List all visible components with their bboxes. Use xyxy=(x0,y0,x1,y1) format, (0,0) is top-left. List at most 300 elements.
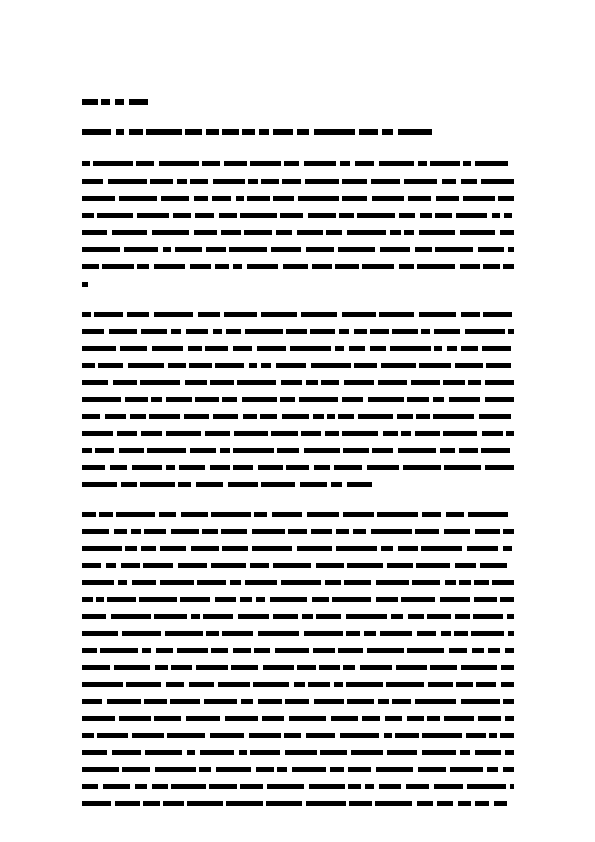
text-word xyxy=(206,247,226,252)
text-word xyxy=(256,767,274,772)
text-word xyxy=(286,329,307,334)
text-word xyxy=(206,129,219,135)
text-word xyxy=(202,529,218,534)
text-word xyxy=(346,682,383,687)
text-word xyxy=(149,414,180,419)
text-word xyxy=(503,767,514,772)
text-word xyxy=(492,580,514,585)
text-word xyxy=(440,448,455,453)
text-word xyxy=(355,161,374,166)
text-word xyxy=(141,329,167,334)
text-word xyxy=(234,431,268,436)
text-word xyxy=(152,784,168,789)
text-line xyxy=(82,228,514,237)
text-line xyxy=(82,194,514,203)
text-word xyxy=(485,397,514,402)
text-word xyxy=(422,750,456,755)
text-word xyxy=(505,750,514,755)
text-word xyxy=(96,597,104,602)
text-word xyxy=(170,699,200,704)
text-line xyxy=(82,480,514,489)
text-word xyxy=(471,631,504,636)
text-word xyxy=(215,597,236,602)
text-word xyxy=(103,784,130,789)
text-line xyxy=(82,245,514,254)
text-word xyxy=(82,431,113,436)
text-word xyxy=(122,631,161,636)
text-word xyxy=(482,346,511,351)
text-word xyxy=(125,546,137,551)
text-word xyxy=(258,699,282,704)
text-line xyxy=(82,395,514,404)
text-word xyxy=(210,380,234,385)
text-word xyxy=(152,230,189,235)
text-word xyxy=(346,631,360,636)
text-word xyxy=(380,631,412,636)
text-word xyxy=(404,230,414,235)
text-word xyxy=(386,682,424,687)
text-word xyxy=(368,397,404,402)
text-word xyxy=(403,465,441,470)
text-word xyxy=(297,665,316,670)
text-word xyxy=(187,801,223,806)
text-word xyxy=(398,448,436,453)
text-word xyxy=(198,312,220,317)
text-word xyxy=(197,580,226,585)
text-word xyxy=(415,431,440,436)
text-line xyxy=(82,544,514,553)
text-word xyxy=(181,512,208,517)
text-word xyxy=(455,563,476,568)
text-word xyxy=(456,682,473,687)
text-word xyxy=(433,397,444,402)
text-word xyxy=(213,329,222,334)
text-word xyxy=(180,597,210,602)
text-word xyxy=(111,614,151,619)
text-word xyxy=(473,614,503,619)
text-word xyxy=(154,312,193,317)
text-word xyxy=(314,129,355,135)
text-word xyxy=(82,648,97,653)
text-word xyxy=(398,129,432,135)
text-word xyxy=(271,247,301,252)
text-word xyxy=(417,264,455,269)
text-word xyxy=(171,784,206,789)
text-word xyxy=(147,448,186,453)
text-word xyxy=(382,129,393,135)
text-word xyxy=(93,161,133,166)
text-word xyxy=(475,801,489,806)
text-word xyxy=(476,682,496,687)
text-word xyxy=(280,213,303,218)
text-word xyxy=(82,529,109,534)
text-word xyxy=(121,563,140,568)
text-word xyxy=(168,363,186,368)
text-word xyxy=(161,196,189,201)
text-word xyxy=(362,716,380,721)
text-word xyxy=(359,129,378,135)
text-word xyxy=(305,179,339,184)
text-word xyxy=(135,784,147,789)
text-word xyxy=(396,665,427,670)
text-word xyxy=(216,767,251,772)
text-word xyxy=(416,414,430,419)
text-word xyxy=(194,196,208,201)
text-word xyxy=(129,129,143,135)
text-word xyxy=(503,546,512,551)
text-word xyxy=(283,264,308,269)
text-word xyxy=(226,801,263,806)
text-word xyxy=(304,161,336,166)
text-word xyxy=(304,448,340,453)
text-word xyxy=(461,665,497,670)
text-word xyxy=(210,465,230,470)
text-line xyxy=(82,612,514,621)
text-word xyxy=(212,196,231,201)
text-word xyxy=(211,648,228,653)
text-word xyxy=(225,716,258,721)
text-line xyxy=(82,344,514,353)
text-word xyxy=(348,767,371,772)
text-word xyxy=(258,465,283,470)
text-word xyxy=(275,648,309,653)
text-word xyxy=(151,397,162,402)
text-word xyxy=(459,580,471,585)
text-line xyxy=(82,510,514,519)
text-word xyxy=(411,380,440,385)
text-word xyxy=(421,329,430,334)
text-word xyxy=(443,431,477,436)
text-word xyxy=(190,179,208,184)
text-word xyxy=(82,264,99,269)
text-word xyxy=(500,230,514,235)
text-line xyxy=(82,680,514,689)
text-word xyxy=(306,801,346,806)
text-word xyxy=(399,264,414,269)
text-word xyxy=(82,161,90,166)
text-word xyxy=(82,733,94,738)
text-word xyxy=(312,264,332,269)
text-word xyxy=(316,563,344,568)
text-word xyxy=(228,482,258,487)
text-word xyxy=(82,716,115,721)
text-word xyxy=(331,716,358,721)
text-word xyxy=(252,529,285,534)
text-word xyxy=(286,465,309,470)
text-word xyxy=(404,179,437,184)
text-word xyxy=(468,512,508,517)
text-word xyxy=(179,465,205,470)
text-word xyxy=(379,161,414,166)
text-word xyxy=(487,767,498,772)
text-word xyxy=(387,750,417,755)
text-word xyxy=(379,312,414,317)
text-word xyxy=(510,784,514,789)
text-word xyxy=(507,614,514,619)
text-word xyxy=(195,213,214,218)
text-word xyxy=(312,597,329,602)
text-word xyxy=(159,161,199,166)
text-word xyxy=(339,329,349,334)
text-word xyxy=(455,614,470,619)
text-word xyxy=(461,346,478,351)
text-word xyxy=(259,129,269,135)
text-word xyxy=(354,329,367,334)
text-word xyxy=(125,397,148,402)
text-word xyxy=(508,247,514,252)
text-line xyxy=(82,765,514,774)
text-word xyxy=(196,665,228,670)
text-word xyxy=(221,230,241,235)
text-word xyxy=(82,346,116,351)
text-word xyxy=(82,784,98,789)
text-word xyxy=(302,614,313,619)
text-word xyxy=(171,329,181,334)
text-word xyxy=(119,448,144,453)
text-word xyxy=(505,648,514,653)
text-word xyxy=(334,682,343,687)
text-word xyxy=(101,99,110,105)
text-word xyxy=(236,196,244,201)
text-word xyxy=(166,431,201,436)
text-line xyxy=(82,327,514,336)
text-word xyxy=(504,213,512,218)
text-word xyxy=(184,414,209,419)
text-word xyxy=(215,363,244,368)
text-word xyxy=(233,264,242,269)
text-line xyxy=(82,731,514,740)
text-word xyxy=(415,247,432,252)
text-word xyxy=(343,665,355,670)
text-word xyxy=(115,801,140,806)
text-word xyxy=(351,750,383,755)
text-word xyxy=(461,699,500,704)
text-word xyxy=(505,716,514,721)
text-word xyxy=(311,363,351,368)
text-word xyxy=(154,716,181,721)
text-word xyxy=(222,631,253,636)
text-word xyxy=(195,397,219,402)
text-word xyxy=(449,648,467,653)
text-word xyxy=(430,161,460,166)
text-word xyxy=(143,801,160,806)
text-word xyxy=(82,580,114,585)
text-word xyxy=(137,264,149,269)
text-word xyxy=(285,699,309,704)
text-word xyxy=(213,179,245,184)
text-word xyxy=(485,465,514,470)
text-word xyxy=(165,631,203,636)
text-word xyxy=(304,631,343,636)
text-word xyxy=(456,213,487,218)
text-word xyxy=(126,682,161,687)
text-word xyxy=(144,529,166,534)
text-word xyxy=(242,129,255,135)
text-word xyxy=(166,465,175,470)
text-word xyxy=(156,648,173,653)
text-word xyxy=(99,512,113,517)
text-line xyxy=(82,310,514,319)
text-word xyxy=(186,329,208,334)
text-word xyxy=(383,431,398,436)
text-word xyxy=(213,414,238,419)
text-word xyxy=(390,230,401,235)
text-word xyxy=(281,580,321,585)
text-word xyxy=(112,750,141,755)
text-word xyxy=(446,512,464,517)
text-line xyxy=(82,177,514,186)
text-word xyxy=(433,414,474,419)
text-word xyxy=(155,767,196,772)
text-word xyxy=(459,448,478,453)
text-word xyxy=(442,179,456,184)
text-word xyxy=(483,312,512,317)
text-word xyxy=(342,431,378,436)
text-word xyxy=(82,397,121,402)
text-word xyxy=(342,312,376,317)
text-word xyxy=(441,631,451,636)
text-word xyxy=(160,580,194,585)
text-word xyxy=(250,750,280,755)
text-word xyxy=(372,196,404,201)
text-word xyxy=(261,482,295,487)
text-word xyxy=(436,196,459,201)
text-word xyxy=(82,213,94,218)
text-word xyxy=(371,529,412,534)
text-word xyxy=(185,380,207,385)
text-word xyxy=(478,247,504,252)
text-word xyxy=(434,329,460,334)
text-word xyxy=(376,597,398,602)
text-word xyxy=(419,312,456,317)
text-word xyxy=(463,161,471,166)
text-word xyxy=(380,247,410,252)
text-word xyxy=(455,363,483,368)
text-word xyxy=(112,230,147,235)
text-word xyxy=(434,784,463,789)
text-word xyxy=(475,161,508,166)
text-word xyxy=(119,196,157,201)
text-word xyxy=(427,716,440,721)
text-word xyxy=(336,529,349,534)
text-word xyxy=(454,631,468,636)
text-word xyxy=(313,648,335,653)
text-word xyxy=(481,179,514,184)
text-word xyxy=(375,801,412,806)
text-word xyxy=(191,614,200,619)
text-word xyxy=(311,529,332,534)
text-word xyxy=(326,230,342,235)
text-line xyxy=(82,595,514,604)
text-word xyxy=(307,512,339,517)
text-word xyxy=(420,213,432,218)
text-word xyxy=(82,179,103,184)
text-word xyxy=(171,529,199,534)
text-word xyxy=(273,129,293,135)
text-word xyxy=(460,750,470,755)
text-word xyxy=(281,380,302,385)
text-word xyxy=(358,414,393,419)
text-word xyxy=(498,196,514,201)
text-word xyxy=(340,733,379,738)
text-word xyxy=(417,631,436,636)
text-word xyxy=(273,563,311,568)
text-word xyxy=(308,682,330,687)
text-word xyxy=(472,648,484,653)
text-word xyxy=(132,465,162,470)
text-word xyxy=(262,716,284,721)
text-word xyxy=(371,179,400,184)
text-word xyxy=(488,648,500,653)
text-word xyxy=(313,414,324,419)
text-word xyxy=(129,99,148,105)
text-word xyxy=(229,247,267,252)
text-word xyxy=(501,682,514,687)
text-word xyxy=(141,546,156,551)
text-word xyxy=(416,563,450,568)
text-line xyxy=(82,211,514,220)
text-word xyxy=(121,482,137,487)
text-word xyxy=(338,414,354,419)
text-word xyxy=(137,213,169,218)
text-word xyxy=(117,431,137,436)
text-word xyxy=(211,512,251,517)
text-word xyxy=(116,129,124,135)
text-word xyxy=(145,750,182,755)
text-word xyxy=(82,597,93,602)
text-line xyxy=(82,799,514,808)
text-line xyxy=(82,262,514,271)
text-word xyxy=(98,363,123,368)
text-word xyxy=(465,329,505,334)
text-word xyxy=(306,380,318,385)
text-word xyxy=(285,750,317,755)
text-word xyxy=(478,716,501,721)
text-word xyxy=(209,784,237,789)
text-word xyxy=(136,161,154,166)
text-word xyxy=(347,230,386,235)
text-word xyxy=(379,784,401,789)
text-word xyxy=(354,363,377,368)
text-word xyxy=(468,380,481,385)
text-word xyxy=(82,448,92,453)
text-word xyxy=(118,580,127,585)
text-word xyxy=(196,482,223,487)
text-word xyxy=(492,213,500,218)
text-word xyxy=(190,264,211,269)
text-word xyxy=(226,329,241,334)
text-word xyxy=(166,397,192,402)
text-word xyxy=(256,597,265,602)
text-word xyxy=(506,431,514,436)
text-word xyxy=(320,750,347,755)
text-line xyxy=(82,782,514,791)
text-word xyxy=(239,750,247,755)
text-word xyxy=(276,363,306,368)
text-word xyxy=(401,597,435,602)
text-word xyxy=(297,546,332,551)
text-word xyxy=(481,448,510,453)
text-word xyxy=(503,264,514,269)
text-word xyxy=(82,482,117,487)
text-word xyxy=(372,448,393,453)
text-word xyxy=(273,196,294,201)
text-word xyxy=(219,213,237,218)
text-word xyxy=(460,230,495,235)
text-word xyxy=(417,801,433,806)
text-word xyxy=(224,161,247,166)
text-word xyxy=(160,546,186,551)
